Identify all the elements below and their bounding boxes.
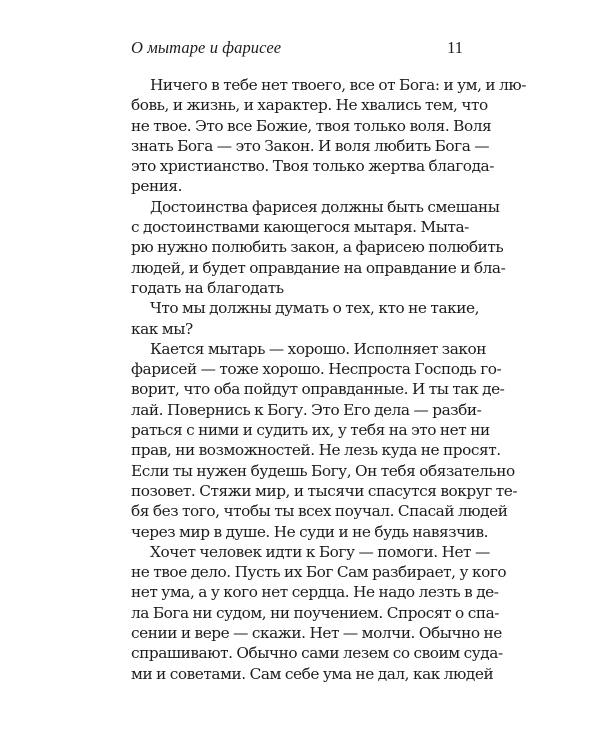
text-line: Хочет человек идти к Богу — помоги. Нет —	[150, 542, 490, 561]
text-line: сении и вере — скажи. Нет — молчи. Обычно не	[131, 624, 502, 643]
paragraph-5	[131, 542, 507, 684]
text-line: как мы?	[131, 319, 193, 338]
text-line: Ничего в тебе нет твоего, все от Бога: и ум, и лю-	[150, 76, 526, 94]
text-line: Если ты нужен будешь Богу, Он тебя обязательно	[131, 461, 515, 480]
running-title: О мытаре и фарисее	[131, 38, 282, 57]
text-line: бя без того, чтобы ты всех поучал. Спасай людей	[131, 502, 508, 521]
text-line: прав, ни возможностей. Не лезь куда не просят.	[131, 441, 501, 460]
text-line: раться с ними и судить их, у тебя на это нет ни	[131, 421, 490, 440]
text-line: фарисей — тоже хорошо. Неспроста Господь го-	[131, 360, 502, 379]
text-line: Достоинства фарисея должны быть смешаны	[150, 197, 500, 216]
text-line: Что мы должны думать о тех, кто не такие,	[150, 299, 479, 318]
text-line: рю нужно полюбить закон, а фарисею полюбить	[131, 238, 504, 257]
text-line: ми и советами. Сам себе ума не дал, как людей	[131, 664, 494, 683]
text-line: знать Бога — это Закон. И воля любить Бога —	[131, 136, 490, 155]
paragraph-2	[131, 197, 506, 298]
text-line: спрашивают. Обычно сами лезем со своим суда-	[131, 644, 503, 663]
paragraph-1	[131, 75, 526, 197]
text-line: не твое дело. Пусть их Бог Сам разбирает, у кого	[131, 563, 507, 582]
text-line: не твое. Это все Божие, твоя только воля. Воля	[131, 116, 492, 135]
text-line: позовет. Стяжи мир, и тысячи спасутся вокруг те-	[131, 481, 518, 500]
text-line: нет ума, а у кого нет сердца. Не надо лезть в де-	[131, 583, 499, 602]
text-line: через мир в душе. Не суди и не будь навязчив.	[131, 522, 489, 541]
paragraph-4	[131, 339, 518, 542]
text-line: годать на благодать	[131, 278, 284, 297]
text-line: рения.	[131, 177, 183, 196]
text-line: бовь, и жизнь, и характер. Не хвались тем, что	[131, 96, 488, 115]
text-line: это христианство. Твоя только жертва благода-	[131, 157, 494, 176]
text-line: ла Бога ни судом, ни поучением. Спросят о спа-	[131, 603, 499, 622]
page-header	[131, 38, 463, 60]
text-body	[131, 75, 526, 684]
text-line: Кается мытарь — хорошо. Исполняет закон	[150, 339, 486, 358]
text-line: лай. Повернись к Богу. Это Его дела — разби-	[131, 400, 482, 419]
paragraph-3	[131, 298, 479, 339]
text-line: ворит, что оба пойдут оправданные. И ты так де-	[131, 380, 505, 399]
page-number: 11	[447, 38, 463, 57]
text-line: людей, и будет оправдание на оправдание и бла-	[131, 258, 506, 277]
text-line: с достоинствами кающегося мытаря. Мыта-	[131, 218, 469, 237]
